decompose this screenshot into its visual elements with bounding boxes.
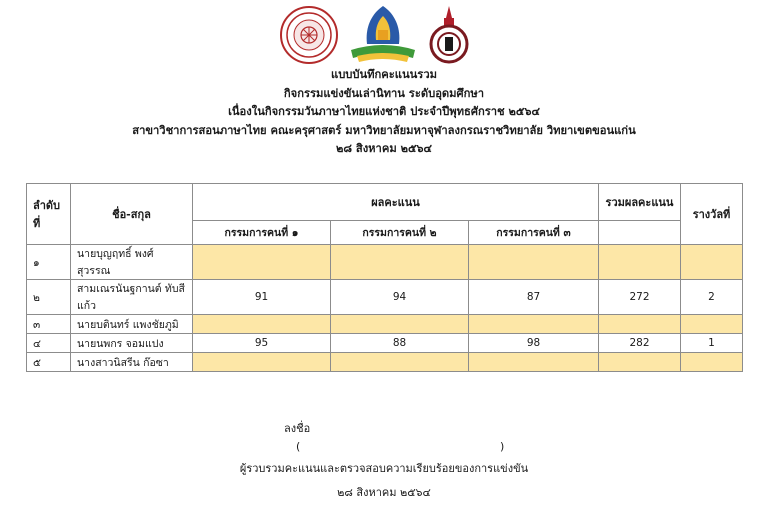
signature-label: ลงชื่อ (284, 422, 311, 435)
header-judge-3: กรรมการคนที่ ๓ (469, 221, 599, 245)
row-number: ๑ (27, 245, 71, 280)
judge-3-score (469, 245, 599, 280)
total-score: 272 (599, 280, 681, 315)
table-row (27, 315, 743, 334)
document-header (0, 66, 768, 159)
award-rank: 1 (681, 334, 743, 353)
signature-role: ผู้รวบรวมคะแนนและตรวจสอบความเรียบร้อยของการแข่งขัน (239, 462, 529, 475)
header-date: ๒๘ สิงหาคม ๒๕๖๔ (335, 142, 432, 155)
table-row (27, 334, 743, 353)
activity-name: กิจกรรมแข่งขันเล่านิทาน ระดับอุดมศึกษา (283, 86, 485, 100)
judge-2-score: 94 (331, 280, 469, 315)
header-scores: ผลคะแนน (193, 184, 599, 221)
table-row (27, 353, 743, 372)
total-score (599, 315, 681, 334)
contestant-name: สามเณรนันฐกานต์ ทับสีแก้ว (71, 280, 193, 315)
department-line: สาขาวิชาการสอนภาษาไทย คณะครุศาสตร์ มหาวิทยาลัยมหาจุฬาลงกรณราชวิทยาลัย วิทยาเขตขอนแก่น (132, 123, 636, 137)
award-rank: 2 (681, 280, 743, 315)
header-judge-2: กรรมการคนที่ ๒ (331, 221, 469, 245)
table-row (27, 245, 743, 280)
judge-2-score: 88 (331, 334, 469, 353)
header-name: ชื่อ-สกุล (71, 184, 193, 245)
faculty-emblem-logo (347, 4, 419, 68)
judge-1-score (193, 245, 331, 280)
judge-2-score (331, 245, 469, 280)
award-rank (681, 353, 743, 372)
award-rank (681, 315, 743, 334)
signature-paren-open: ( (296, 440, 301, 453)
campus-emblem-logo (428, 4, 470, 66)
row-number: ๓ (27, 315, 71, 334)
judge-2-score (331, 315, 469, 334)
judge-3-score (469, 315, 599, 334)
signature-date: ๒๘ สิงหาคม ๒๕๖๔ (337, 486, 431, 499)
occasion-line: เนื่องในกิจกรรมวันภาษาไทยแห่งชาติ ประจำปีพุทธศักราช ๒๕๖๔ (228, 105, 540, 118)
judge-1-score: 95 (193, 334, 331, 353)
document-title: แบบบันทึกคะแนนรวม (331, 68, 437, 81)
row-number: ๔ (27, 334, 71, 353)
judge-1-score (193, 353, 331, 372)
judge-3-score: 98 (469, 334, 599, 353)
judge-1-score (193, 315, 331, 334)
total-score: 282 (599, 334, 681, 353)
header-award: รางวัลที่ (681, 184, 743, 245)
table-row (27, 280, 743, 315)
signature-paren-close: ) (500, 440, 505, 453)
award-rank (681, 245, 743, 280)
judge-1-score: 91 (193, 280, 331, 315)
header-total-blank (599, 221, 681, 245)
judge-3-score (469, 353, 599, 372)
header-total: รวมผลคะแนน (599, 184, 681, 221)
row-number: ๕ (27, 353, 71, 372)
university-seal-logo (280, 6, 338, 64)
judge-3-score: 87 (469, 280, 599, 315)
score-table (26, 183, 743, 372)
row-number: ๒ (27, 280, 71, 315)
judge-2-score (331, 353, 469, 372)
contestant-name: นายบุญฤทธิ์ พงศ์สุวรรณ (71, 245, 193, 280)
header-order: ลำดับที่ (27, 184, 71, 245)
total-score (599, 245, 681, 280)
header-judge-1: กรรมการคนที่ ๑ (193, 221, 331, 245)
logo-bar (0, 4, 768, 68)
total-score (599, 353, 681, 372)
contestant-name: นายบตินทร์ แพงชัยภูมิ (71, 315, 193, 334)
contestant-name: นายนพกร จอมแปง (71, 334, 193, 353)
contestant-name: นางสาวนิสรีน ก๊อซา (71, 353, 193, 372)
